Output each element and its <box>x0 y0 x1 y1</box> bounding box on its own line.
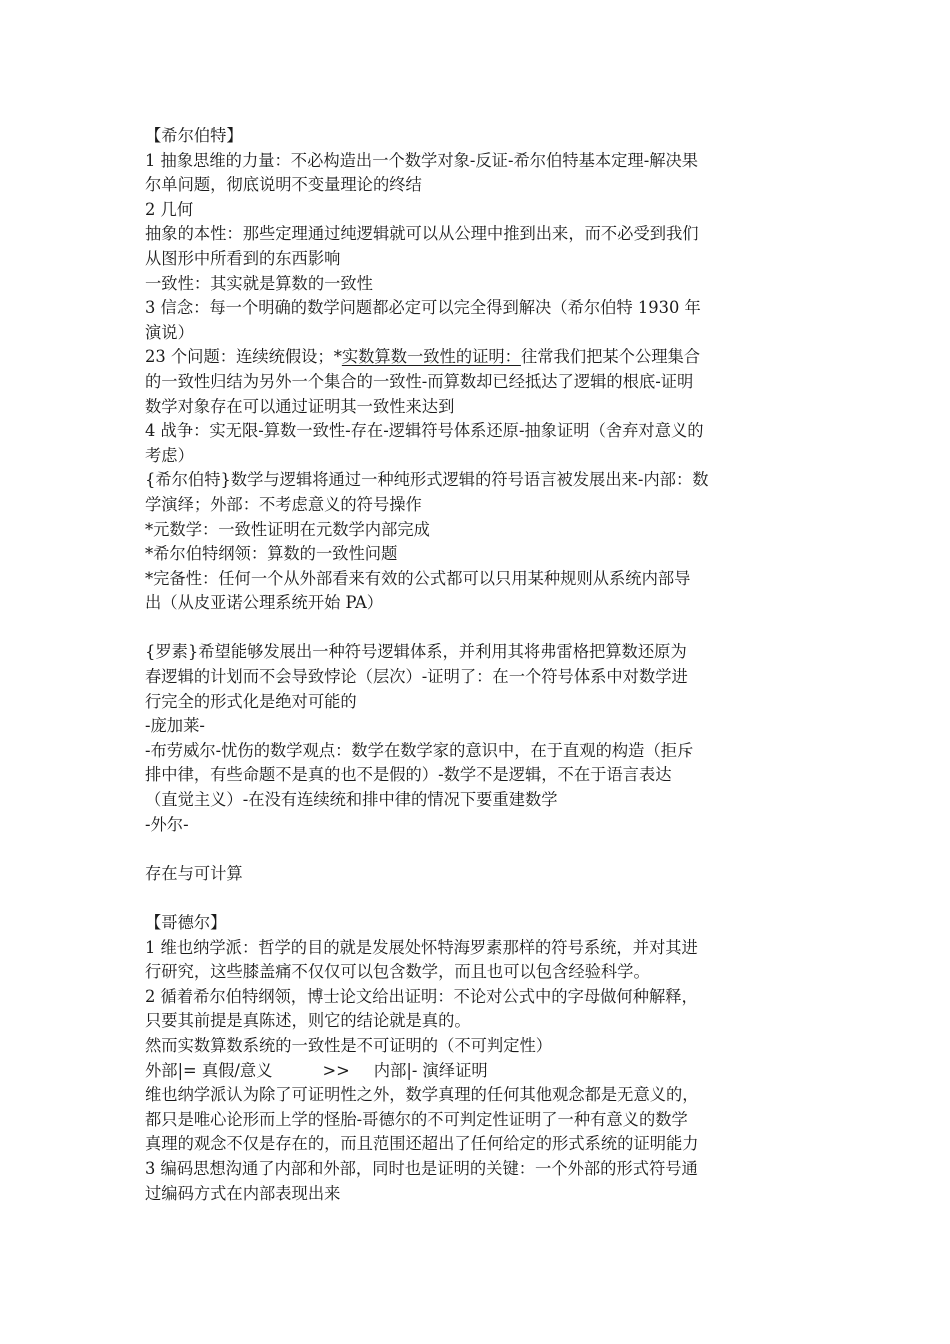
text-line-with-underline <box>145 345 805 370</box>
blank-line <box>145 837 805 862</box>
blank-line <box>145 616 805 641</box>
text-line: 演说） <box>145 322 194 342</box>
text-segment: 内部|- 演绎证明 <box>373 1060 488 1080</box>
text-line: 抽象的本性：那些定理通过纯逻辑就可以从公理中推到出来，而不必受到我们 <box>145 224 699 244</box>
text-line: 数学对象存在可以通过证明其一致性来达到 <box>145 396 455 416</box>
text-line: 学演绎；外部：不考虑意义的符号操作 <box>145 494 422 514</box>
text-line: 4 战争：实无限-算数一致性-存在-逻辑符号体系还原-抽象证明（舍弃对意义的 <box>145 421 704 441</box>
text-line: *完备性：任何一个从外部看来有效的公式都可以只用某种规则从系统内部导 <box>145 568 691 588</box>
text-segment: >> <box>322 1060 350 1080</box>
text-line: 真理的观念不仅是存在的，而且范围还超出了任何给定的形式系统的证明能力 <box>145 1134 699 1154</box>
text-line: 一致性：其实就是算数的一致性 <box>145 273 373 293</box>
text-line: 2 几何 <box>145 199 194 219</box>
text-line: 出（从皮亚诺公理系统开始 PA） <box>145 593 384 613</box>
blank-line <box>145 886 805 911</box>
text-line: 只要其前提是真陈述，则它的结论就是真的。 <box>145 1011 471 1031</box>
text-segment: 往常我们把某个公理集合 <box>520 347 701 367</box>
text-line: 3 信念：每一个明确的数学问题都必定可以完全得到解决（希尔伯特 1930 年 <box>145 298 701 318</box>
text-line: 维也纳学派认为除了可证明性之外，数学真理的任何其他观念都是无意义的， <box>145 1085 699 1105</box>
text-line: *希尔伯特纲领：算数的一致性问题 <box>145 544 398 564</box>
section-heading-hilbert: 【希尔伯特】 <box>145 126 243 145</box>
text-line: -庞加莱- <box>145 716 205 736</box>
text-line: 排中律，有些命题不是真的也不是假的）-数学不是逻辑，不在于语言表达 <box>145 765 672 785</box>
text-segment: 外部|= 真假/意义 <box>145 1060 273 1080</box>
text-line: 3 编码思想沟通了内部和外部，同时也是证明的关键：一个外部的形式符号通 <box>145 1158 698 1178</box>
text-line: 都只是唯心论形而上学的怪胎-哥德尔的不可判定性证明了一种有意义的数学 <box>145 1109 688 1129</box>
text-line: 2 循着希尔伯特纲领，博士论文给出证明：不论对公式中的字母做何种解释， <box>145 986 698 1006</box>
section-heading-existence: 存在与可计算 <box>145 863 243 883</box>
text-line: 1 维也纳学派：哲学的目的就是发展处怀特海罗素那样的符号系统，并对其进 <box>145 937 698 957</box>
text-segment: 23 个问题：连续统假设；* <box>145 347 342 367</box>
text-line: 行完全的形式化是绝对可能的 <box>145 691 357 711</box>
text-line: *元数学：一致性证明在元数学内部完成 <box>145 519 430 539</box>
text-line: 然而实数算数系统的一致性是不可证明的（不可判定性） <box>145 1035 553 1055</box>
document-page <box>145 124 805 1206</box>
underlined-text: 实数算数一致性的证明： <box>341 347 521 367</box>
text-line: 春逻辑的计划而不会导致悖论（层次）-证明了：在一个符号体系中对数学进 <box>145 667 688 687</box>
text-line: 行研究，这些膝盖痛不仅仅可以包含数学，而且也可以包含经验科学。 <box>145 962 650 982</box>
text-line: 尔单问题，彻底说明不变量理论的终结 <box>145 175 422 195</box>
section-heading-godel: 【哥德尔】 <box>145 913 227 932</box>
text-line: 从图形中所看到的东西影响 <box>145 248 341 268</box>
text-line: （直觉主义）-在没有连续统和排中律的情况下要重建数学 <box>145 790 558 810</box>
text-line-columns <box>145 1059 805 1084</box>
text-line: -外尔- <box>145 814 189 834</box>
text-line: {罗素}希望能够发展出一种符号逻辑体系，并利用其将弗雷格把算数还原为 <box>145 642 687 662</box>
text-line: 考虑） <box>145 445 194 465</box>
text-line: -布劳威尔-忧伤的数学观点：数学在数学家的意识中，在于直观的构造（拒斥 <box>145 740 694 760</box>
text-line: {希尔伯特}数学与逻辑将通过一种纯形式逻辑的符号语言被发展出来-内部：数 <box>145 470 709 490</box>
text-line: 过编码方式在内部表现出来 <box>145 1183 341 1203</box>
text-line: 1 抽象思维的力量：不必构造出一个数学对象-反证-希尔伯特基本定理-解决果 <box>145 150 699 170</box>
text-line: 的一致性归结为另外一个集合的一致性-而算数却已经抵达了逻辑的根底-证明 <box>145 371 694 391</box>
